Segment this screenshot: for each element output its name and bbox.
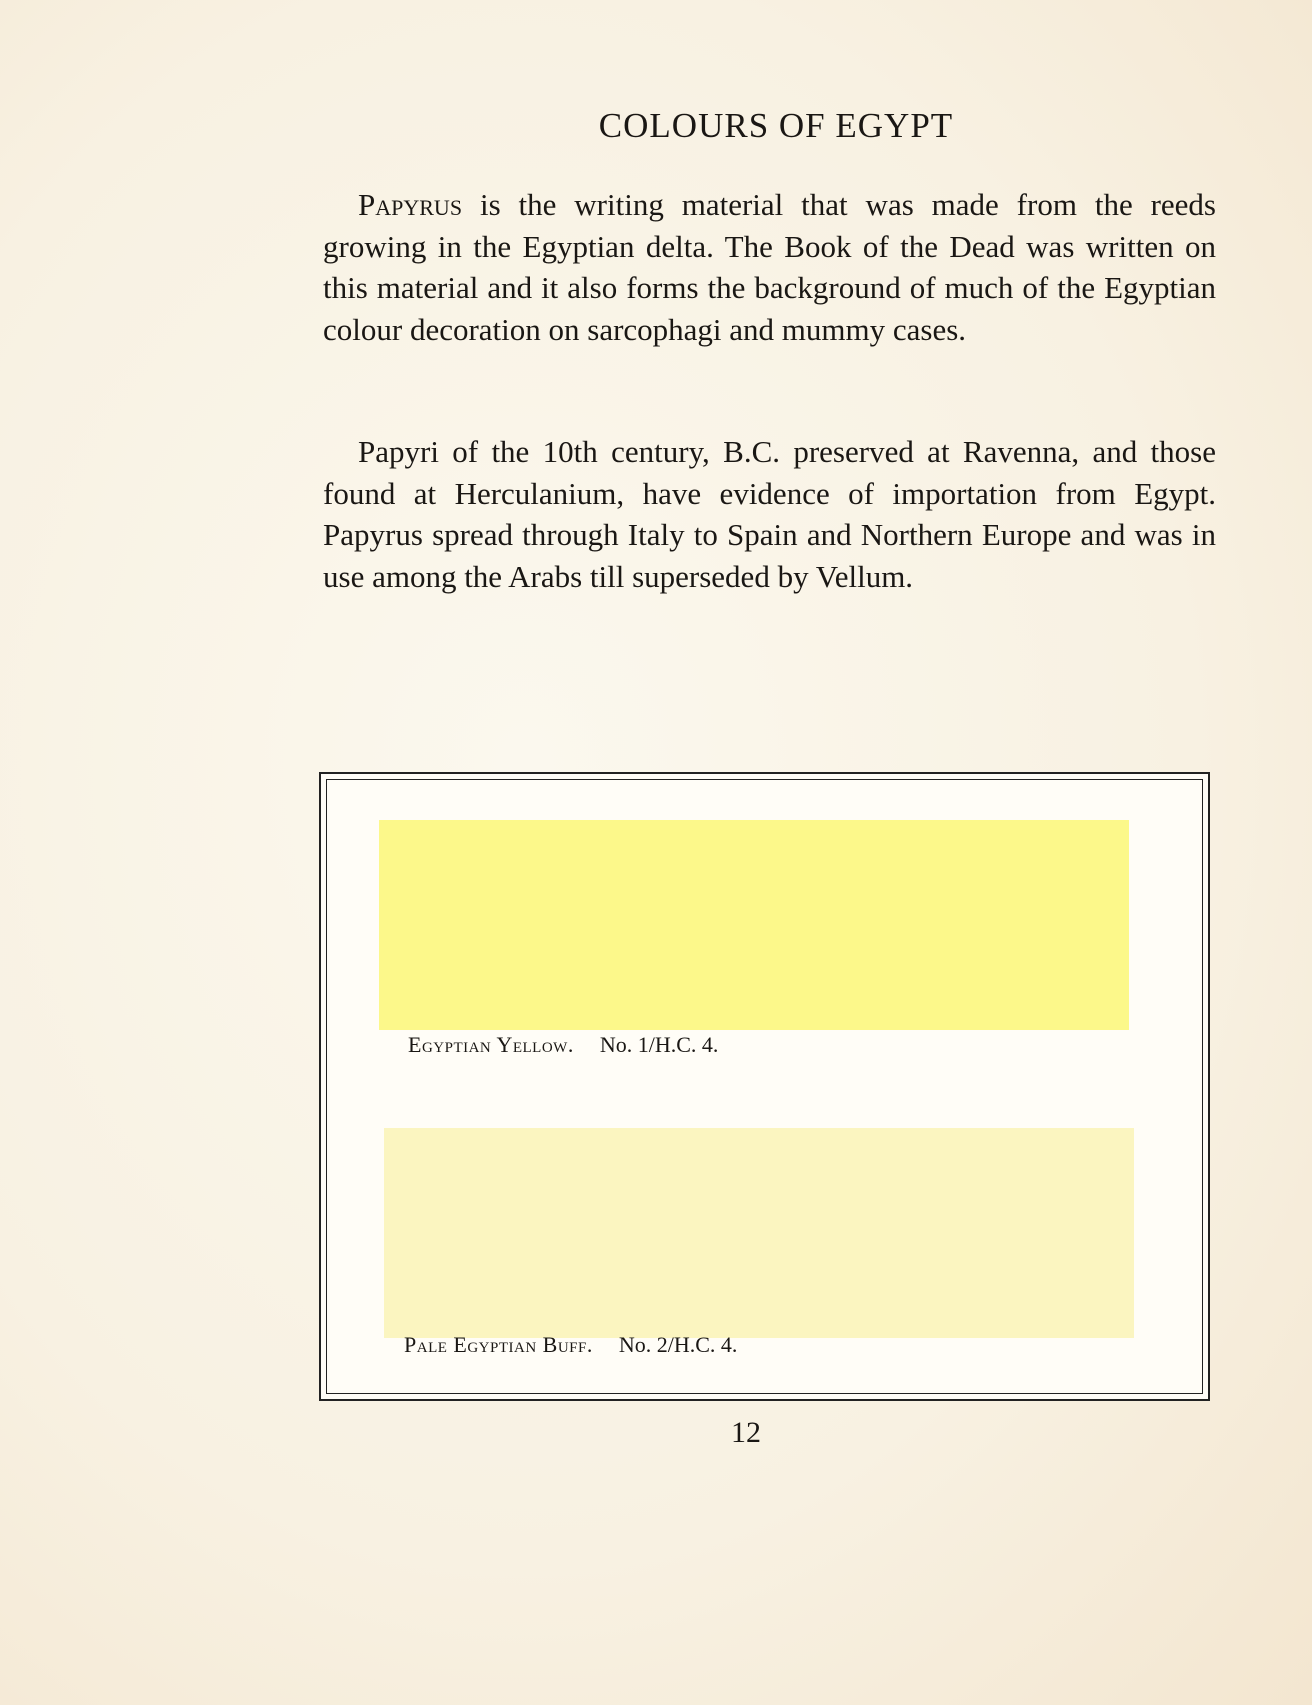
swatch-name: Egyptian Yellow. [408,1032,574,1057]
swatch-name: Pale Egyptian Buff. [404,1332,593,1357]
paragraph-papyri [323,431,1216,597]
swatch-label-1 [408,1032,718,1058]
paragraph-text: is the writing material that was made from the reeds growing in the Egyptian delta. The Book of the Dead was written on this material and it also forms the background of much of the Egyptian colour decoration on sarcophagi and mummy cases. [323,187,1216,347]
colour-plate-frame [319,772,1210,1401]
swatch-label-2 [404,1332,737,1358]
paragraph-papyrus [323,184,1216,350]
paragraph-text: Papyri of the 10th century, B.C. preserved at Ravenna, and those found at Herculanium, have evidence of importation from Egypt. Papyrus spread through Italy to Spain and Northern Europe and was in use among the Arabs till superseded by Vellum. [323,434,1216,594]
swatch-pale-egyptian-buff [384,1128,1134,1338]
lead-word: Papyrus [358,187,463,222]
swatch-code: No. 1/H.C. 4. [599,1032,719,1057]
page-title: COLOURS OF EGYPT [598,106,954,145]
swatch-code: No. 2/H.C. 4. [618,1332,738,1357]
page-number: 12 [731,1416,761,1449]
swatch-egyptian-yellow [379,820,1129,1030]
